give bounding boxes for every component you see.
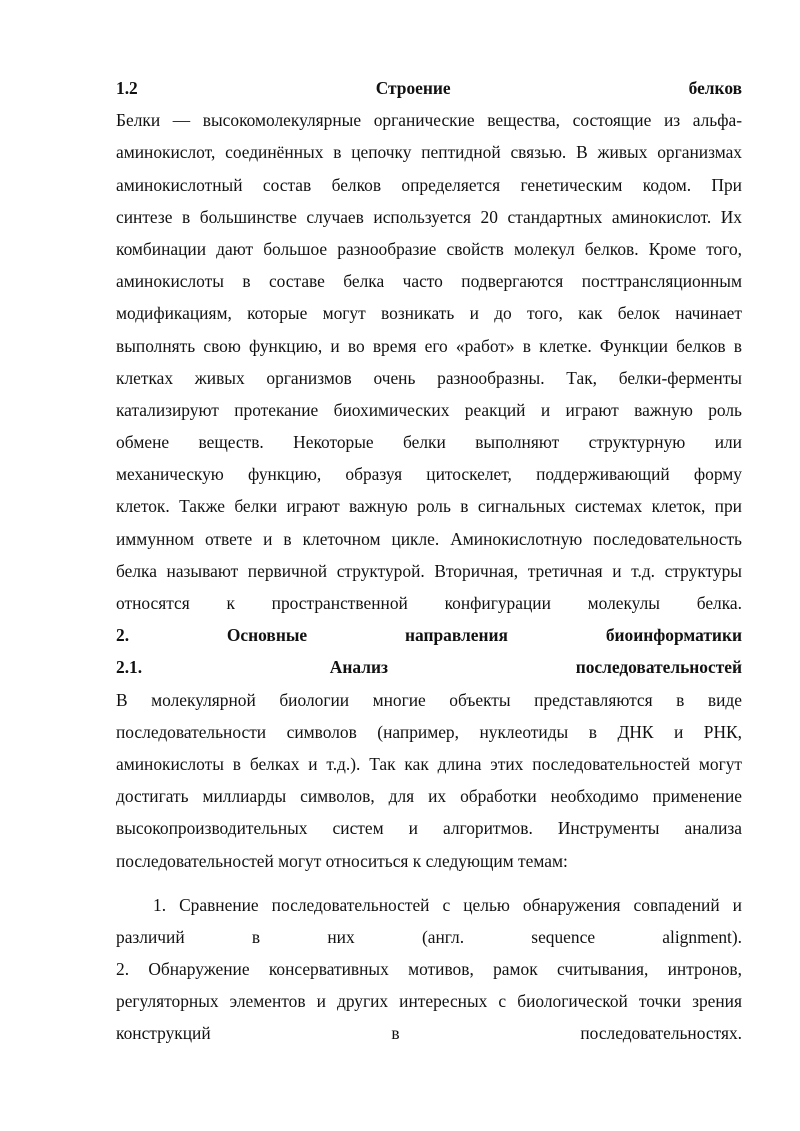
paragraph-line: последовательностей могут относиться к следующим темам: bbox=[116, 850, 568, 871]
list-item-line: конструкций в последовательностях. bbox=[116, 1023, 742, 1044]
paragraph-line: В молекулярной биологии многие объекты представляются в виде bbox=[116, 689, 742, 710]
paragraph-line: Белки — высокомолекулярные органические вещества, состоящие из альфа- bbox=[116, 110, 742, 131]
section-1-2-heading: 1.2 Строение белков bbox=[116, 78, 742, 98]
paragraph-line: аминокислотный состав белков определяется генетическим кодом. При bbox=[116, 174, 742, 195]
document-page bbox=[116, 72, 742, 1050]
paragraph-line: выполнять свою функцию, и во время его «работ» в клетке. Функции белков в bbox=[116, 335, 742, 356]
paragraph-line: иммунном ответе и в клеточном цикле. Аминокислотную последовательность bbox=[116, 528, 742, 549]
paragraph-line: аминокислоты в белках и т.д.). Так как длина этих последовательностей могут bbox=[116, 753, 742, 774]
paragraph-line: достигать миллиарды символов, для их обработки необходимо применение bbox=[116, 786, 742, 807]
paragraph-line: относятся к пространственной конфигурации молекулы белка. bbox=[116, 593, 742, 613]
paragraph-line: клеток. Также белки играют важную роль в сигнальных системах клеток, при bbox=[116, 496, 742, 517]
paragraph-line: аминокислоты в составе белка часто подвергаются посттрансляционным bbox=[116, 271, 742, 292]
paragraph-line: катализируют протекание биохимических реакций и играют важную роль bbox=[116, 399, 742, 420]
list-item-line: регуляторных элементов и других интересных с биологической точки зрения bbox=[116, 991, 742, 1012]
list-item-line: 2. Обнаружение консервативных мотивов, рамок считывания, интронов, bbox=[116, 959, 742, 980]
paragraph-line: модификациям, которые могут возникать и до того, как белок начинает bbox=[116, 303, 742, 324]
list-item-line: 1. Сравнение последовательностей с целью обнаружения совпадений и bbox=[153, 894, 742, 915]
paragraph-line: комбинации дают большое разнообразие свойств молекул белков. Кроме того, bbox=[116, 238, 742, 259]
paragraph-line: клетках живых организмов очень разнообразны. Так, белки-ферменты bbox=[116, 367, 742, 388]
paragraph-line: синтезе в большинстве случаев используется 20 стандартных аминокислот. Их bbox=[116, 206, 742, 227]
paragraph-line: высокопроизводительных систем и алгоритмов. Инструменты анализа bbox=[116, 818, 742, 839]
section-2-1-heading: 2.1. Анализ последовательностей bbox=[116, 657, 742, 678]
section-2-heading: 2. Основные направления биоинформатики bbox=[116, 625, 742, 646]
paragraph-line: механическую функцию, образуя цитоскелет, поддерживающий форму bbox=[116, 464, 742, 485]
paragraph-line: аминокислот, соединённых в цепочку пептидной связью. В живых организмах bbox=[116, 142, 742, 163]
paragraph-line: последовательности символов (например, нуклеотиды в ДНК и РНК, bbox=[116, 721, 742, 742]
paragraph-line: обмене веществ. Некоторые белки выполняют структурную или bbox=[116, 432, 742, 453]
paragraph-line: белка называют первичной структурой. Вторичная, третичная и т.д. структуры bbox=[116, 560, 742, 581]
list-item-line: различий в них (англ. sequence alignment). bbox=[116, 926, 742, 947]
